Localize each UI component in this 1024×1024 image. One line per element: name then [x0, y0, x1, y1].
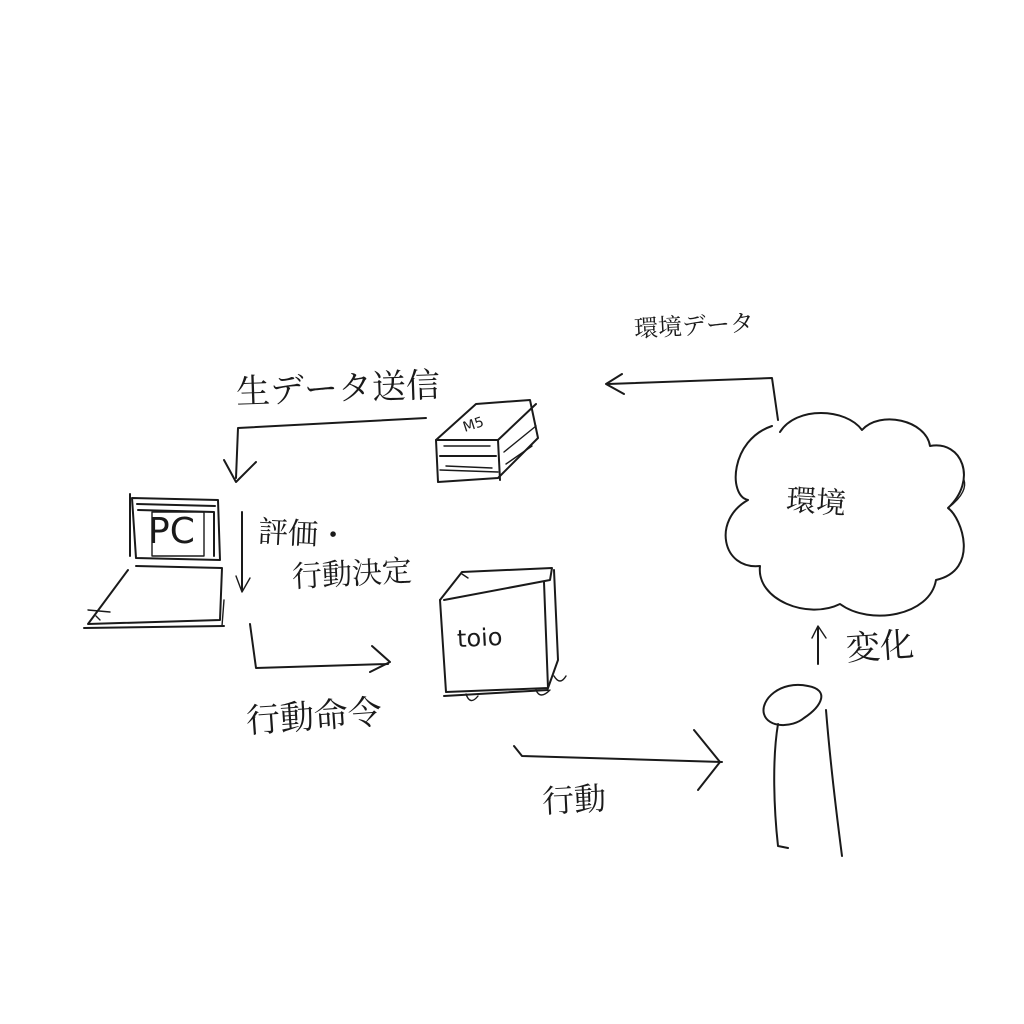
action-decision-label: 行動決定 [291, 553, 413, 596]
environment-data-arrow [606, 374, 778, 420]
change-arrow [812, 626, 826, 664]
toio-label: toio [456, 622, 504, 654]
action-command-arrow [250, 624, 390, 672]
pc-label: PC [148, 511, 195, 552]
environment-label: 環境 [784, 482, 848, 523]
raw-data-arrow [224, 418, 426, 482]
person-icon [763, 685, 842, 856]
environment-data-label: 環境データ [633, 308, 755, 344]
m5-device-icon [436, 400, 538, 482]
change-label: 変化 [844, 624, 916, 670]
raw-data-send-label: 生データ送信 [235, 365, 441, 413]
action-label: 行動 [541, 779, 607, 821]
m5-label: M5 [461, 414, 486, 436]
evaluation-arrow [236, 512, 250, 592]
action-arrow [514, 730, 722, 790]
evaluation-label: 評価・ [257, 514, 349, 555]
action-command-label: 行動命令 [244, 692, 384, 742]
